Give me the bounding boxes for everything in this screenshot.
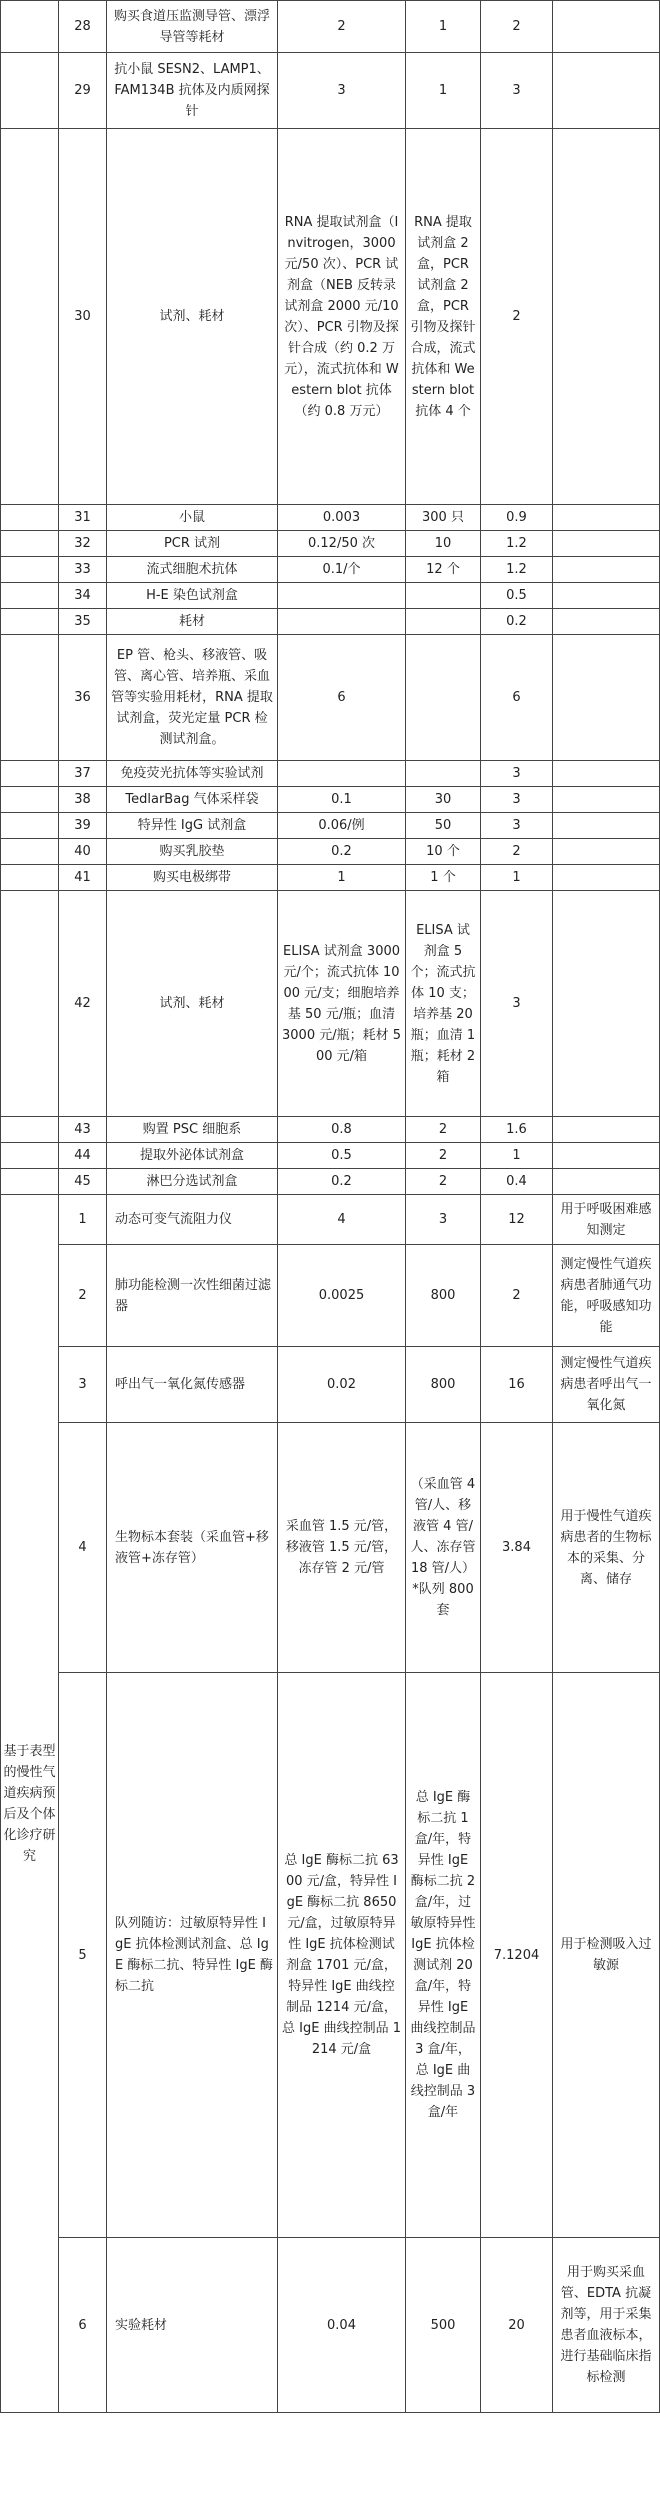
group-cell-empty [1, 813, 59, 839]
amount-cell: 1.2 [481, 531, 553, 557]
group-cell-empty [1, 531, 59, 557]
unit-price-cell: 采血管 1.5 元/管，移液管 1.5 元/管，冻存管 2 元/管 [278, 1423, 406, 1673]
note-cell: 用于检测吸入过敏源 [553, 1673, 660, 2238]
amount-cell: 0.2 [481, 609, 553, 635]
quantity-cell: 1 [406, 53, 481, 129]
amount-cell: 6 [481, 635, 553, 761]
note-cell: 测定慢性气道疾病患者呼出气一氧化氮 [553, 1347, 660, 1423]
amount-cell: 0.4 [481, 1169, 553, 1195]
note-cell [553, 583, 660, 609]
item-name-cell: 淋巴分选试剂盒 [107, 1169, 278, 1195]
quantity-cell: 50 [406, 813, 481, 839]
table-row [1, 1673, 660, 2238]
item-name-cell: TedlarBag 气体采样袋 [107, 787, 278, 813]
unit-price-cell: 1 [278, 865, 406, 891]
note-cell [553, 865, 660, 891]
row-number-cell: 31 [59, 505, 107, 531]
quantity-cell: 300 只 [406, 505, 481, 531]
table-row [1, 609, 660, 635]
row-number-cell: 42 [59, 891, 107, 1117]
table-row [1, 1423, 660, 1673]
group-cell-empty [1, 1, 59, 53]
quantity-cell: 800 [406, 1347, 481, 1423]
group-cell-empty [1, 505, 59, 531]
quantity-cell: 总 IgE 酶标二抗 1 盒/年，特异性 IgE 酶标二抗 2 盒/年，过敏原特异性 IgE 抗体检测试剂 20 盒/年，特异性 IgE 曲线控制品 3 盒/年，总 IgE 曲线控制品 3 盒/年 [406, 1673, 481, 2238]
group-cell-empty [1, 53, 59, 129]
table-row [1, 813, 660, 839]
quantity-cell [406, 635, 481, 761]
quantity-cell: 1 个 [406, 865, 481, 891]
table-row [1, 1245, 660, 1347]
table-row [1, 53, 660, 129]
quantity-cell: 800 [406, 1245, 481, 1347]
note-cell [553, 505, 660, 531]
group-cell-empty [1, 1143, 59, 1169]
row-number-cell: 41 [59, 865, 107, 891]
unit-price-cell: 0.1 [278, 787, 406, 813]
group-cell-empty [1, 557, 59, 583]
row-number-cell: 43 [59, 1117, 107, 1143]
quantity-cell: 2 [406, 1143, 481, 1169]
note-cell [553, 53, 660, 129]
unit-price-cell: 0.2 [278, 1169, 406, 1195]
row-number-cell: 40 [59, 839, 107, 865]
row-number-cell: 45 [59, 1169, 107, 1195]
group-cell-empty [1, 1169, 59, 1195]
amount-cell: 2 [481, 839, 553, 865]
table-row [1, 1195, 660, 1245]
item-name-cell: 生物标本套装（采血管+移液管+冻存管） [107, 1423, 278, 1673]
amount-cell: 3 [481, 787, 553, 813]
unit-price-cell: RNA 提取试剂盒（Invitrogen，3000 元/50 次）、PCR 试剂盒（NEB 反转录试剂盒 2000 元/10 次）、PCR 引物及探针合成（约 0.2 万元），流式抗体和 Western blot 抗体（约 0.8 万元） [278, 129, 406, 505]
note-cell: 用于慢性气道疾病患者的生物标本的采集、分离、储存 [553, 1423, 660, 1673]
quantity-cell [406, 583, 481, 609]
item-name-cell: 流式细胞术抗体 [107, 557, 278, 583]
quantity-cell: 1 [406, 1, 481, 53]
table-row [1, 787, 660, 813]
note-cell [553, 635, 660, 761]
item-name-cell: 购置 PSC 细胞系 [107, 1117, 278, 1143]
amount-cell: 2 [481, 1245, 553, 1347]
table-row [1, 865, 660, 891]
note-cell [553, 839, 660, 865]
item-name-cell: 耗材 [107, 609, 278, 635]
group-cell-empty [1, 635, 59, 761]
item-name-cell: 购买乳胶垫 [107, 839, 278, 865]
item-name-cell: 实验耗材 [107, 2238, 278, 2413]
quantity-cell [406, 761, 481, 787]
quantity-cell: 10 个 [406, 839, 481, 865]
group-cell-empty [1, 891, 59, 1117]
row-number-cell: 30 [59, 129, 107, 505]
row-number-cell: 6 [59, 2238, 107, 2413]
row-number-cell: 38 [59, 787, 107, 813]
amount-cell: 3.84 [481, 1423, 553, 1673]
item-name-cell: 试剂、耗材 [107, 891, 278, 1117]
unit-price-cell [278, 583, 406, 609]
row-number-cell: 29 [59, 53, 107, 129]
item-name-cell: 动态可变气流阻力仪 [107, 1195, 278, 1245]
amount-cell: 0.9 [481, 505, 553, 531]
amount-cell: 16 [481, 1347, 553, 1423]
amount-cell: 1.6 [481, 1117, 553, 1143]
table-row [1, 761, 660, 787]
group-cell-empty [1, 865, 59, 891]
table-row [1, 1169, 660, 1195]
item-name-cell: 提取外泌体试剂盒 [107, 1143, 278, 1169]
unit-price-cell: 6 [278, 635, 406, 761]
item-name-cell: 抗小鼠 SESN2、LAMP1、FAM134B 抗体及内质网探针 [107, 53, 278, 129]
note-cell [553, 531, 660, 557]
table-row [1, 1347, 660, 1423]
note-cell [553, 1169, 660, 1195]
table-row [1, 531, 660, 557]
item-name-cell: EP 管、枪头、移液管、吸管、离心管、培养瓶、采血管等实验用耗材，RNA 提取试剂盒，荧光定量 PCR 检测试剂盒。 [107, 635, 278, 761]
amount-cell: 2 [481, 129, 553, 505]
amount-cell: 3 [481, 891, 553, 1117]
row-number-cell: 28 [59, 1, 107, 53]
quantity-cell: 10 [406, 531, 481, 557]
unit-price-cell: 0.5 [278, 1143, 406, 1169]
quantity-cell: 30 [406, 787, 481, 813]
group-label-cell: 基于表型的慢性气道疾病预后及个体化诊疗研究 [1, 1195, 59, 2413]
note-cell [553, 129, 660, 505]
note-cell: 测定慢性气道疾病患者肺通气功能，呼吸感知功能 [553, 1245, 660, 1347]
budget-table-body [1, 1, 660, 2413]
quantity-cell: 2 [406, 1169, 481, 1195]
item-name-cell: H-E 染色试剂盒 [107, 583, 278, 609]
group-cell-empty [1, 787, 59, 813]
table-row [1, 129, 660, 505]
unit-price-cell: 2 [278, 1, 406, 53]
row-number-cell: 37 [59, 761, 107, 787]
unit-price-cell: 0.0025 [278, 1245, 406, 1347]
row-number-cell: 33 [59, 557, 107, 583]
table-row [1, 1143, 660, 1169]
unit-price-cell: 0.2 [278, 839, 406, 865]
group-cell-empty [1, 839, 59, 865]
unit-price-cell: 0.12/50 次 [278, 531, 406, 557]
item-name-cell: 队列随访：过敏原特异性 IgE 抗体检测试剂盒、总 IgE 酶标二抗、特异性 IgE 酶标二抗 [107, 1673, 278, 2238]
unit-price-cell: 3 [278, 53, 406, 129]
table-row [1, 891, 660, 1117]
note-cell: 用于呼吸困难感知测定 [553, 1195, 660, 1245]
row-number-cell: 39 [59, 813, 107, 839]
unit-price-cell: 4 [278, 1195, 406, 1245]
item-name-cell: 特异性 IgG 试剂盒 [107, 813, 278, 839]
row-number-cell: 36 [59, 635, 107, 761]
table-row [1, 1, 660, 53]
item-name-cell: 小鼠 [107, 505, 278, 531]
quantity-cell: 3 [406, 1195, 481, 1245]
amount-cell: 3 [481, 53, 553, 129]
row-number-cell: 35 [59, 609, 107, 635]
unit-price-cell: 0.04 [278, 2238, 406, 2413]
note-cell [553, 761, 660, 787]
item-name-cell: 呼出气一氧化氮传感器 [107, 1347, 278, 1423]
table-row [1, 839, 660, 865]
unit-price-cell: ELISA 试剂盒 3000 元/个；流式抗体 1000 元/支；细胞培养基 50 元/瓶；血清 3000 元/瓶；耗材 500 元/箱 [278, 891, 406, 1117]
group-cell-empty [1, 583, 59, 609]
row-number-cell: 5 [59, 1673, 107, 2238]
group-cell-empty [1, 761, 59, 787]
table-row [1, 505, 660, 531]
quantity-cell [406, 609, 481, 635]
unit-price-cell [278, 761, 406, 787]
amount-cell: 0.5 [481, 583, 553, 609]
table-row [1, 557, 660, 583]
quantity-cell: 12 个 [406, 557, 481, 583]
quantity-cell: RNA 提取试剂盒 2 盒，PCR 试剂盒 2 盒，PCR 引物及探针合成，流式抗体和 Western blot 抗体 4 个 [406, 129, 481, 505]
row-number-cell: 34 [59, 583, 107, 609]
unit-price-cell: 0.02 [278, 1347, 406, 1423]
unit-price-cell: 0.1/个 [278, 557, 406, 583]
note-cell [553, 891, 660, 1117]
group-cell-empty [1, 129, 59, 505]
unit-price-cell [278, 609, 406, 635]
item-name-cell: 肺功能检测一次性细菌过滤器 [107, 1245, 278, 1347]
amount-cell: 12 [481, 1195, 553, 1245]
note-cell [553, 813, 660, 839]
item-name-cell: PCR 试剂 [107, 531, 278, 557]
amount-cell: 7.1204 [481, 1673, 553, 2238]
row-number-cell: 32 [59, 531, 107, 557]
note-cell [553, 1143, 660, 1169]
table-row [1, 2238, 660, 2413]
unit-price-cell: 0.8 [278, 1117, 406, 1143]
table-row [1, 1117, 660, 1143]
note-cell [553, 609, 660, 635]
unit-price-cell: 0.003 [278, 505, 406, 531]
note-cell [553, 557, 660, 583]
amount-cell: 3 [481, 761, 553, 787]
group-cell-empty [1, 609, 59, 635]
amount-cell: 1 [481, 1143, 553, 1169]
row-number-cell: 4 [59, 1423, 107, 1673]
row-number-cell: 44 [59, 1143, 107, 1169]
amount-cell: 3 [481, 813, 553, 839]
quantity-cell: 500 [406, 2238, 481, 2413]
quantity-cell: ELISA 试剂盒 5 个；流式抗体 10 支；培养基 20 瓶；血清 1 瓶；耗材 2 箱 [406, 891, 481, 1117]
amount-cell: 1 [481, 865, 553, 891]
unit-price-cell: 总 IgE 酶标二抗 6300 元/盒，特异性 IgE 酶标二抗 8650 元/盒，过敏原特异性 IgE 抗体检测试剂盒 1701 元/盒，特异性 IgE 曲线控制品 1214 元/盒，总 IgE 曲线控制品 1214 元/盒 [278, 1673, 406, 2238]
note-cell [553, 787, 660, 813]
quantity-cell: （采血管 4 管/人、移液管 4 管/人、冻存管 18 管/人）*队列 800 套 [406, 1423, 481, 1673]
note-cell [553, 1117, 660, 1143]
amount-cell: 20 [481, 2238, 553, 2413]
row-number-cell: 1 [59, 1195, 107, 1245]
amount-cell: 2 [481, 1, 553, 53]
note-cell [553, 1, 660, 53]
amount-cell: 1.2 [481, 557, 553, 583]
item-name-cell: 购买食道压监测导管、漂浮导管等耗材 [107, 1, 278, 53]
row-number-cell: 3 [59, 1347, 107, 1423]
quantity-cell: 2 [406, 1117, 481, 1143]
table-row [1, 635, 660, 761]
group-cell-empty [1, 1117, 59, 1143]
row-number-cell: 2 [59, 1245, 107, 1347]
table-row [1, 583, 660, 609]
item-name-cell: 购买电极绑带 [107, 865, 278, 891]
unit-price-cell: 0.06/例 [278, 813, 406, 839]
item-name-cell: 试剂、耗材 [107, 129, 278, 505]
note-cell: 用于购买采血管、EDTA 抗凝剂等，用于采集患者血液标本，进行基础临床指标检测 [553, 2238, 660, 2413]
item-name-cell: 免疫荧光抗体等实验试剂 [107, 761, 278, 787]
